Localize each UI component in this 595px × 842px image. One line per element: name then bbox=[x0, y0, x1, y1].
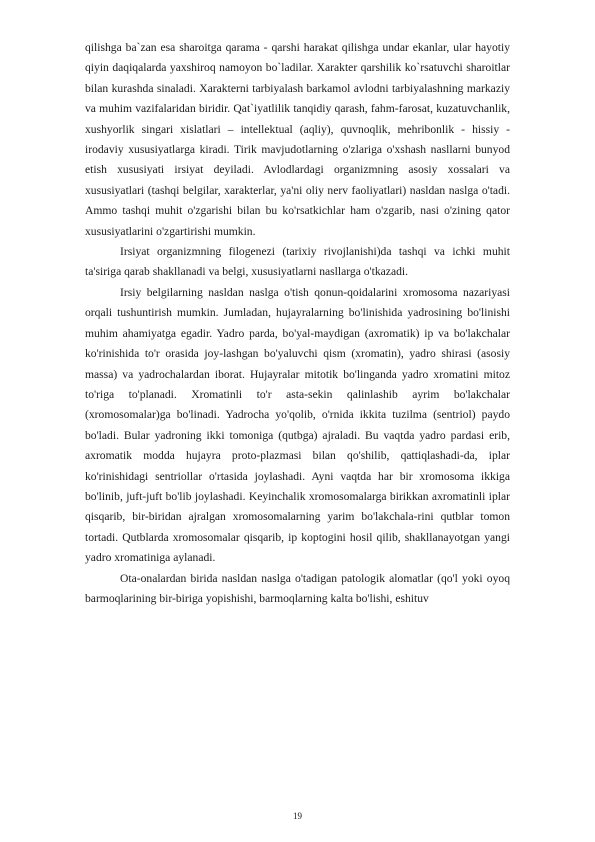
paragraph-heredity-phylogenesis: Irsiyat organizmning filogenezi (tarixiy rivojlanishi)da tashqi va ichki muhit ta'siriga qarab shakllanadi va belgi, xususiyatlarni nasllarga o'tkazadi. bbox=[85, 245, 510, 279]
document-page bbox=[85, 38, 510, 609]
page-number: 19 bbox=[293, 811, 302, 821]
paragraph-pathological-traits: Ota-onalardan birida nasldan naslga o'tadigan patologik alomatlar (qo'l yoki oyoq barmoqlarining bir-biriga yopishishi, barmoqlarning kalta bo'lishi, eshituv bbox=[85, 571, 510, 605]
paragraph-chromosome-theory: Irsiy belgilarning nasldan naslga o'tish qonun-qoidalarini xromosoma nazariyasi orqali tushuntirish mumkin. Jumladan, hujayralarning bo'linishida yadrosining bo'linishi muhim ahamiyatga egadir. Yadro parda, bo'yal-maydigan (axromatik) ip va bo'lakchalar ko'rinishida to'r orasida joy-lashgan bo'yaluvchi qism (xromatin), yadro shirasi (asosiy massa) va yadrochalardan iborat. Hujayralar mitotik bo'linganda yadro xromatini mitoz to'riga to'planadi. Xromatinli to'r asta-sekin qalinlashib ayrim bo'lakchalar (xromosomalar)ga bo'linadi. Yadrocha yo'qolib, o'rnida ikkita tuzilma (sentriol) paydo bo'ladi. Bular yadroning ikki tomoniga (qutbga) ajraladi. Bu vaqtda yadro pardasi erib, axromatik modda hujayra proto-plazmasi bilan qo'shilib, qattiqlashadi-da, iplar ko'rinishidagi sentriollar o'rtasida joylashadi. Ayni vaqtda har bir xromosoma ikkiga bo'linib, juft-juft bo'lib joylashadi. Keyinchalik xromosomalarga birikkan axromatinli iplar qisqarib, bir-biridan ajralgan xromosomalarning yarim bo'lakchala-rini qutblar tomon tortadi. Qutblarda xromosomalar qisqarib, ip koptogini hosil qilib, shakllanayotgan yangi yadro xromatiniga aylanadi. bbox=[85, 285, 510, 565]
paragraph-character-and-heredity: qilishga ba`zan esa sharoitga qarama - qarshi harakat qilishga undar ekanlar, ular hayotiy qiyin daqiqalarda yaxshiroq namoyon bo`ladilar. Xarakter qarshilik ko`rsatuvchi sharoitlar bilan kurashda sinaladi. Xarakterni tarbiyalash barkamol avlodni tarbiyalashning markaziy va muhim vazifalaridan biridir. Qat`iyatlilik tanqidiy qarash, fahm-farosat, kuzatuvchanlik, xushyorlik singari xislatlari – intellektual (aqliy), quvnoqlik, mehribonlik - hissiy - irodaviy xususiyatlarga kiradi. Tirik mavjudotlarning o'zlariga o'xshash nasllarni bunyod etish xususiyati irsiyat deyiladi. Avlodlardagi organizmning asosiy xossalari va xususiyatlari (tashqi belgilar, xarakterlar, ya'ni oliy nerv faoliyatlari) nasldan naslga o'tadi. Ammo tashqi muhit o'zgarishi bilan bu ko'rsatkichlar ham o'zgarib, nasi o'zining qator xususiyatlarini o'zgartirishi mumkin. bbox=[85, 41, 510, 238]
